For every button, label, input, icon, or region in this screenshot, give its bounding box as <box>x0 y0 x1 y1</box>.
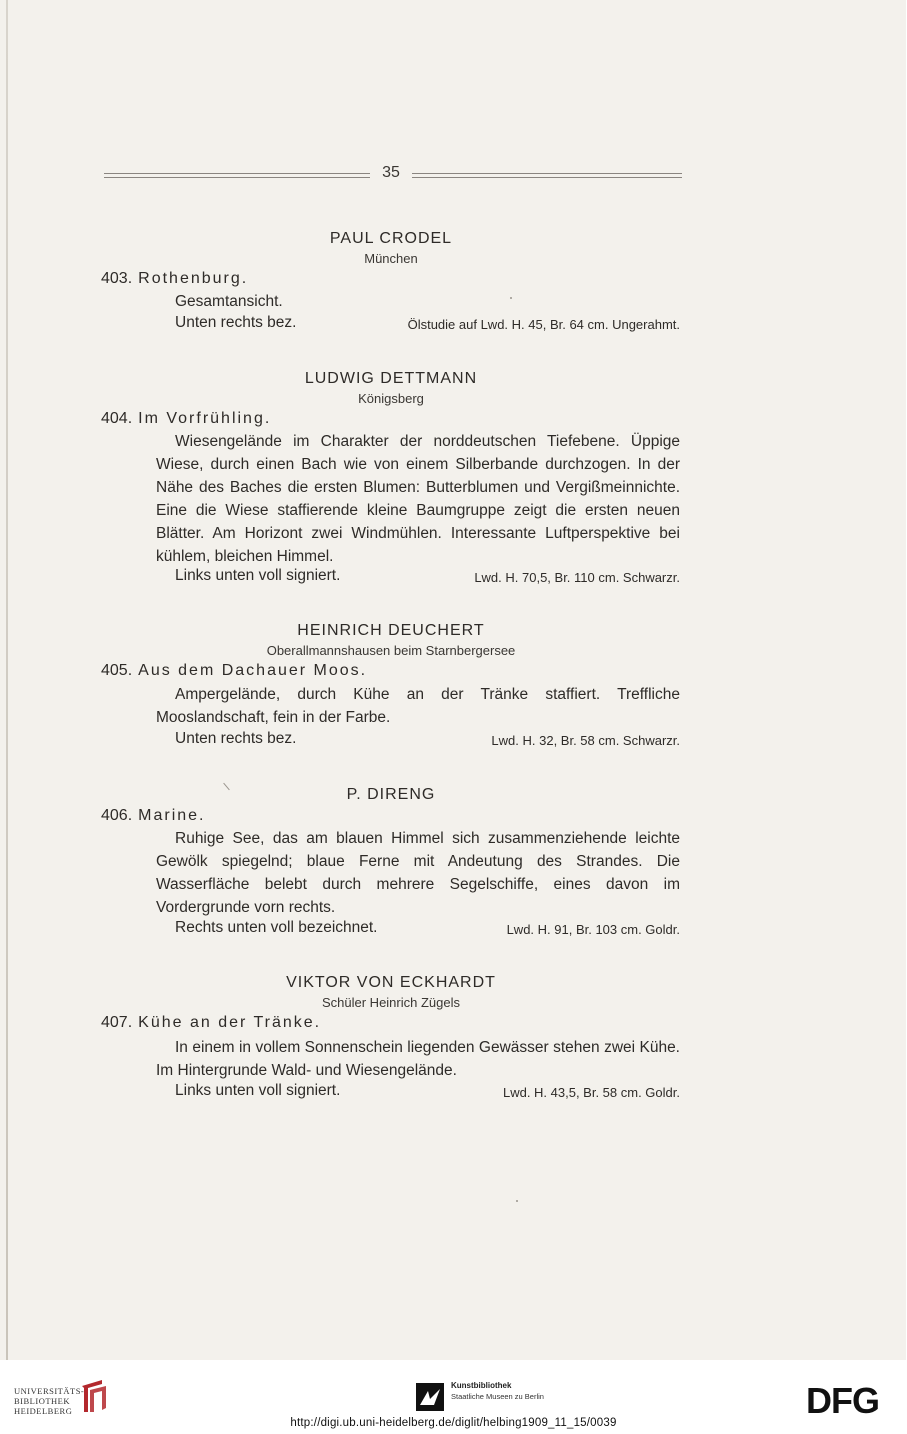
artist-name: LUDWIG DETTMANN <box>304 370 478 387</box>
entry-description: Wiesengelände im Charakter der norddeutschen Tiefebene. Üppige Wiese, durch einen Bach wie von einem Silberbande durchzogen. In der Nähe des Baches die ersten Blumen: Butterblumen und Vergißmeinnichte. Eine die Wiese staffierende kleine Baumgruppe zeigt die ersten neuen Blätter. Am Horizont zwei Windmühlen. Interessante Luftperspektive bei kühlem, bleichen Himmel. <box>156 433 680 565</box>
entry-number: 403. <box>101 270 133 287</box>
entry-title-text: Marine. <box>138 807 206 824</box>
entry-meta: Lwd. H. 43,5, Br. 58 cm. Goldr. <box>502 1085 680 1100</box>
page-edge <box>6 0 8 1360</box>
library-logo-icon <box>80 1378 108 1414</box>
artist-place: Schüler Heinrich Zügels <box>321 995 460 1010</box>
header-rule-right <box>412 172 682 179</box>
entry-number: 404. <box>101 410 133 427</box>
entry-description: Ampergelände, durch Kühe an der Tränke staffiert. Treffliche Mooslandschaft, fein in der Farbe. <box>156 686 680 726</box>
entry-signature: Rechts unten voll bezeichnet. <box>175 919 378 936</box>
kunstbibliothek-name: Kunstbibliothek <box>451 1381 512 1390</box>
entry-signature: Links unten voll signiert. <box>175 567 341 584</box>
entry-title-text: Aus dem Dachauer Moos. <box>138 662 368 679</box>
kunstbibliothek-subtitle: Staatliche Museen zu Berlin <box>451 1392 544 1401</box>
entry-title-text: Im Vorfrühling. <box>138 410 272 427</box>
entry-signature: Unten rechts bez. <box>175 730 297 747</box>
artist-name: HEINRICH DEUCHERT <box>297 622 485 639</box>
dfg-logo-text: DFG <box>806 1383 879 1417</box>
entry-title <box>101 1014 321 1032</box>
entry-number: 405. <box>101 662 133 679</box>
entry-title-text: Kühe an der Tränke. <box>138 1014 322 1031</box>
entry-description: In einem in vollem Sonnenschein liegenden Gewässer stehen zwei Kühe. Im Hintergrunde Wald- und Wiesengelände. <box>156 1039 680 1079</box>
entry-title <box>101 807 206 825</box>
entry-title <box>101 270 248 288</box>
artist-name: P. DIRENG <box>346 786 436 803</box>
entry-meta: Lwd. H. 70,5, Br. 110 cm. Schwarzr. <box>474 570 680 585</box>
source-url[interactable]: http://digi.ub.uni-heidelberg.de/diglit/helbing1909_11_15/0039 <box>290 1417 617 1429</box>
artist-name: PAUL CRODEL <box>329 230 453 247</box>
entry-meta: Ölstudie auf Lwd. H. 45, Br. 64 cm. Ungerahmt. <box>407 317 680 332</box>
entry-number: 407. <box>101 1014 133 1031</box>
entry-title-text: Rothenburg. <box>138 270 249 287</box>
header-rule-left <box>104 172 370 179</box>
artist-place: München <box>364 251 418 266</box>
entry-number: 406. <box>101 807 133 824</box>
artist-place: Königsberg <box>358 391 424 406</box>
entry-title <box>101 662 367 680</box>
artist-name: VIKTOR VON ECKHARDT <box>286 974 496 991</box>
scan-speck <box>516 1200 518 1202</box>
entry-description: Gesamtansicht. <box>175 293 283 310</box>
entry-title <box>101 410 271 428</box>
entry-signature: Links unten voll signiert. <box>175 1082 341 1099</box>
artist-place: Oberallmannshausen beim Starnbergersee <box>266 643 516 658</box>
entry-meta: Lwd. H. 32, Br. 58 cm. Schwarzr. <box>491 733 680 748</box>
page-number: 35 <box>382 164 400 181</box>
scan-speck <box>510 297 512 299</box>
entry-meta: Lwd. H. 91, Br. 103 cm. Goldr. <box>506 922 680 937</box>
entry-signature: Unten rechts bez. <box>175 314 297 331</box>
entry-description: Ruhige See, das am blauen Himmel sich zusammenziehende leichte Gewölk spiegelnd; blaue Ferne mit Andeutung des Strandes. Die Wasserfläche belebt durch mehrere Segelschiffe, eines davon im Vordergrunde vorn rechts. <box>156 830 680 916</box>
kunstbibliothek-logo-icon <box>416 1383 444 1411</box>
dfg-logo <box>806 1383 894 1417</box>
library-name: UNIVERSITÄTS- BIBLIOTHEK HEIDELBERG <box>14 1386 85 1416</box>
